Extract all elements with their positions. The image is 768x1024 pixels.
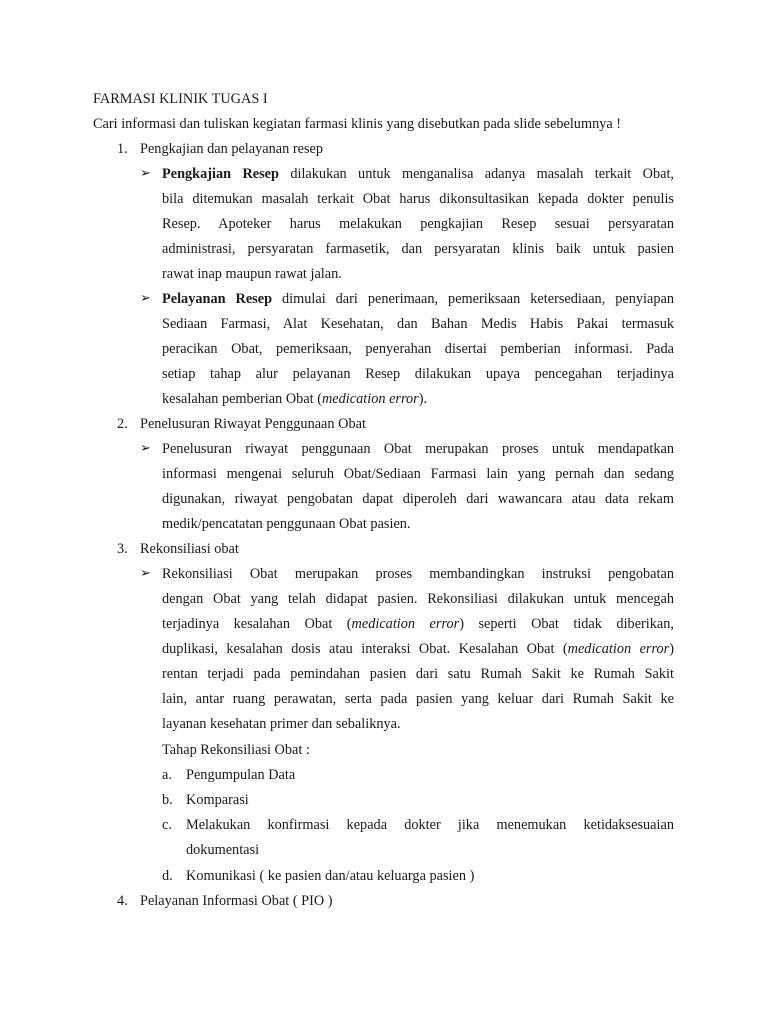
paragraph-line: medik/pencatatan penggunaan Obat pasien.: [162, 516, 411, 532]
section-1-heading: Pengkajian dan pelayanan resep: [140, 141, 324, 157]
step-text: Komparasi: [186, 792, 249, 808]
step-letter: c.: [162, 817, 172, 833]
step-text: Pengumpulan Data: [186, 767, 296, 783]
paragraph-line: kesalahan pemberian Obat (medication error).: [162, 391, 428, 407]
document-title: FARMASI KLINIK TUGAS I: [93, 91, 268, 107]
section-2-heading: Penelusuran Riwayat Penggunaan Obat: [140, 416, 366, 432]
paragraph-line: setiap tahap alur pelayanan Resep dilakukan upaya pencegahan terjadinya: [162, 366, 674, 382]
step-text-continued: dokumentasi: [186, 842, 260, 858]
intro-text: Cari informasi dan tuliskan kegiatan farmasi klinis yang disebutkan pada slide sebelumnya !: [93, 116, 622, 132]
paragraph-line: informasi mengenai seluruh Obat/Sediaan Farmasi lain yang pernah dan sedang: [162, 466, 674, 482]
bold-term: Pengkajian Resep: [162, 166, 279, 182]
paragraph-line: terjadinya kesalahan Obat (medication error) seperti Obat tidak diberikan,: [162, 616, 674, 632]
arrow-bullet-icon: ➢: [140, 441, 151, 456]
paragraph-line: Pelayanan Resep dimulai dari penerimaan, pemeriksaan ketersediaan, penyiapan: [162, 291, 674, 307]
step-letter: d.: [162, 868, 173, 884]
italic-term: medication error: [567, 641, 670, 657]
paragraph-line: rawat inap maupun rawat jalan.: [162, 266, 342, 282]
paragraph-line: lain, antar ruang perawatan, serta pada pasien yang keluar dari Rumah Sakit ke: [162, 691, 674, 707]
steps-title: Tahap Rekonsiliasi Obat :: [162, 742, 310, 758]
step-letter: b.: [162, 792, 173, 808]
paragraph-line: Penelusuran riwayat penggunaan Obat merupakan proses untuk mendapatkan: [162, 441, 674, 457]
section-1-number: 1.: [117, 141, 128, 157]
arrow-bullet-icon: ➢: [140, 166, 151, 181]
paragraph-line: dengan Obat yang telah didapat pasien. Rekonsiliasi dilakukan untuk mencegah: [162, 591, 674, 607]
paragraph-line: rentan terjadi pada pemindahan pasien dari satu Rumah Sakit ke Rumah Sakit: [162, 666, 674, 682]
italic-term: medication error: [351, 616, 460, 632]
paragraph-line: Sediaan Farmasi, Alat Kesehatan, dan Bahan Medis Habis Pakai termasuk: [162, 316, 674, 332]
paragraph-line: Rekonsiliasi Obat merupakan proses membandingkan instruksi pengobatan: [162, 566, 674, 582]
paragraph-line: administrasi, persyaratan farmasetik, dan persyaratan klinis baik untuk pasien: [162, 241, 674, 257]
step-text: Komunikasi ( ke pasien dan/atau keluarga pasien ): [186, 868, 475, 884]
section-4-heading: Pelayanan Informasi Obat ( PIO ): [140, 893, 333, 909]
section-3-number: 3.: [117, 541, 128, 557]
paragraph-line: Pengkajian Resep dilakukan untuk menganalisa adanya masalah terkait Obat,: [162, 166, 674, 182]
paragraph-line: digunakan, riwayat pengobatan dapat diperoleh dari wawancara atau data rekam: [162, 491, 674, 507]
bold-term: Pelayanan Resep: [162, 291, 273, 307]
section-3-heading: Rekonsiliasi obat: [140, 541, 239, 557]
paragraph-line: peracikan Obat, pemeriksaan, penyerahan disertai pemberian informasi. Pada: [162, 341, 674, 357]
arrow-bullet-icon: ➢: [140, 291, 151, 306]
paragraph-line: bila ditemukan masalah terkait Obat harus dikonsultasikan kepada dokter penulis: [162, 191, 674, 207]
step-letter: a.: [162, 767, 172, 783]
paragraph-line: Resep. Apoteker harus melakukan pengkajian Resep sesuai persyaratan: [162, 216, 674, 232]
section-2-number: 2.: [117, 416, 128, 432]
italic-term: medication error: [321, 391, 419, 407]
paragraph-line: layanan kesehatan primer dan sebaliknya.: [162, 716, 401, 732]
step-text: Melakukan konfirmasi kepada dokter jika menemukan ketidaksesuaian: [186, 817, 674, 833]
paragraph-line: duplikasi, kesalahan dosis atau interaksi Obat. Kesalahan Obat (medication error): [162, 641, 674, 657]
arrow-bullet-icon: ➢: [140, 566, 151, 581]
section-4-number: 4.: [117, 893, 128, 909]
